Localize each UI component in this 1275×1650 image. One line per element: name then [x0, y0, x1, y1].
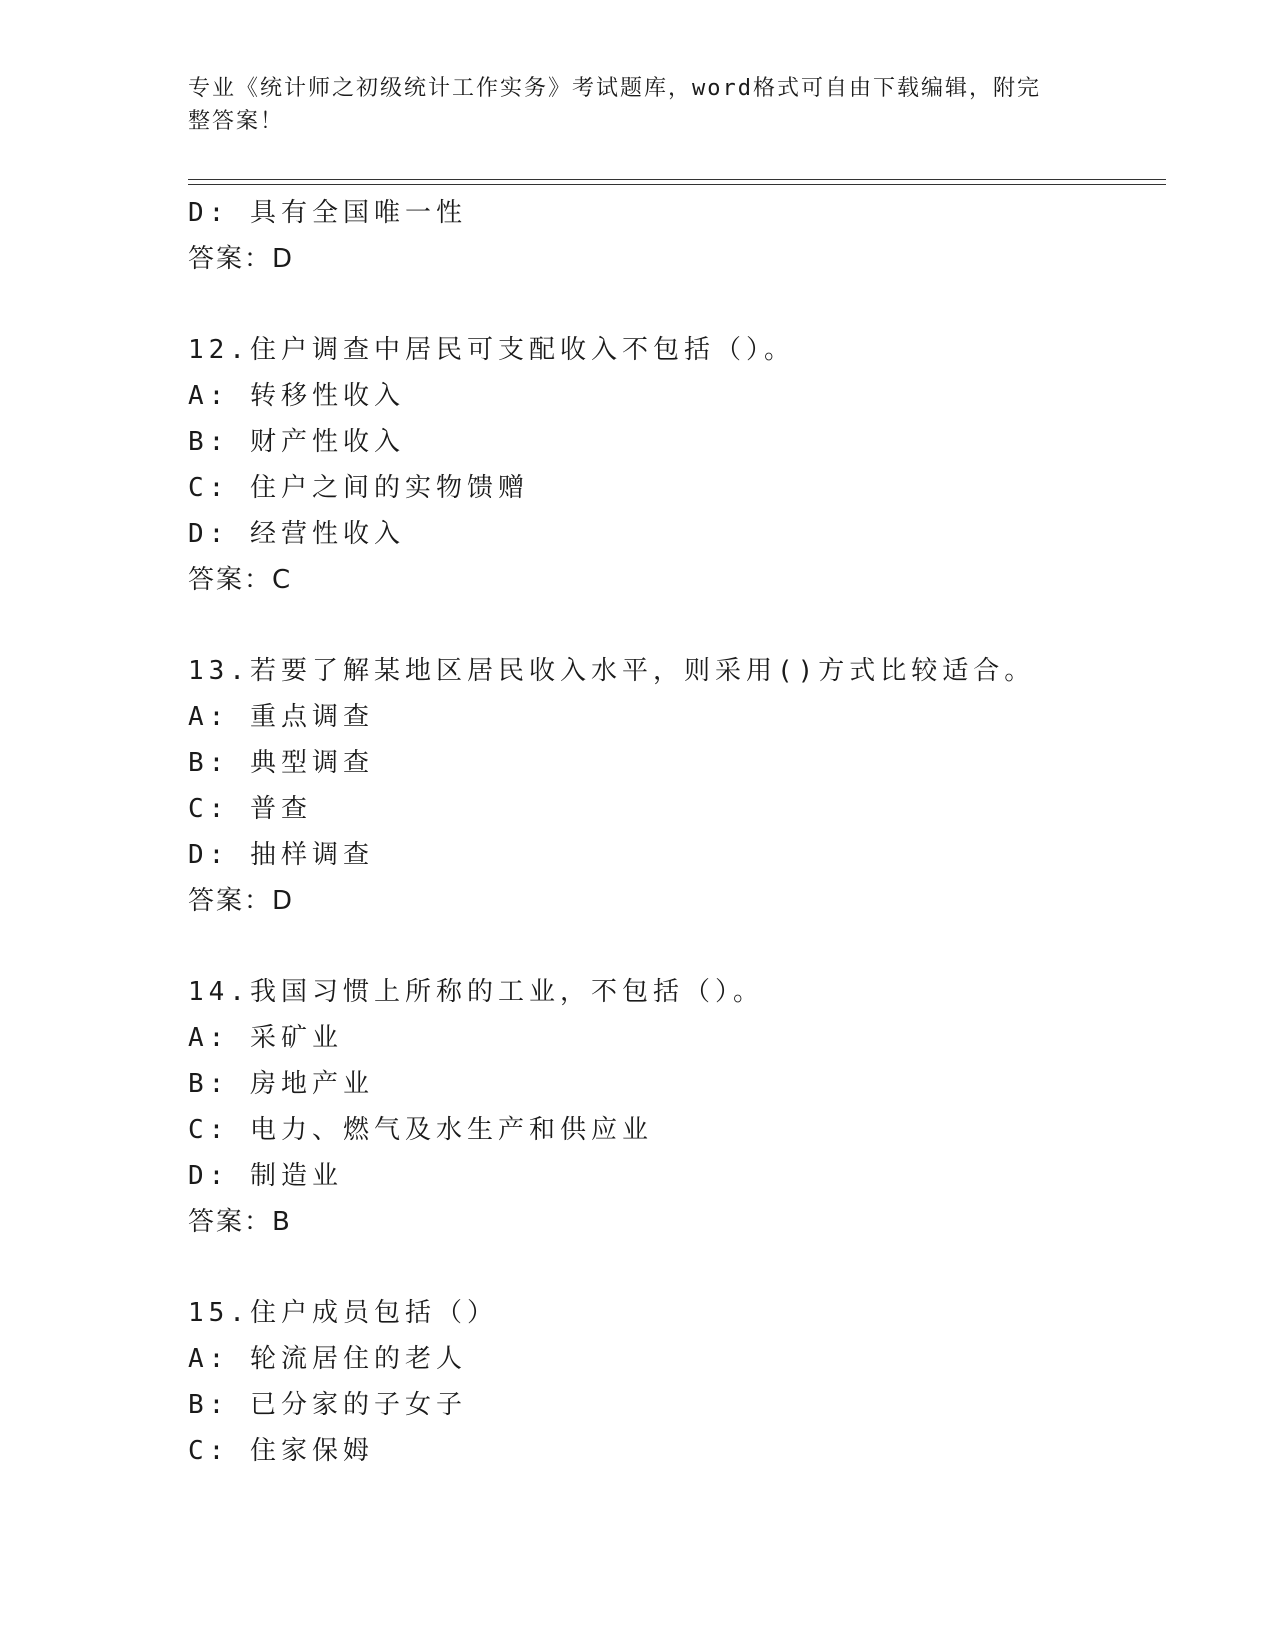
option-b: B: 财产性收入 — [188, 427, 405, 457]
option-c: C: 住家保姆 — [188, 1436, 374, 1466]
option-b: B: 已分家的子女子 — [188, 1390, 467, 1420]
spacer — [188, 1245, 1168, 1290]
question-14 — [188, 969, 1168, 1245]
option-a: A: 转移性收入 — [188, 381, 405, 411]
answer: 答案：D — [188, 886, 295, 916]
question-13 — [188, 648, 1168, 924]
option-c: C: 普查 — [188, 794, 312, 824]
header-title-line-2: 整答案！ — [188, 109, 285, 134]
option-b: B: 典型调查 — [188, 748, 374, 778]
option-a: A: 重点调查 — [188, 702, 374, 732]
question-15 — [188, 1290, 1168, 1474]
spacer — [188, 603, 1168, 648]
header-divider-bottom — [188, 184, 1166, 185]
question-stem: 14.我国习惯上所称的工业，不包括（）。 — [188, 977, 764, 1007]
answer: 答案：D — [188, 244, 295, 274]
header-title-line-1: 专业《统计师之初级统计工作实务》考试题库，word格式可自由下载编辑，附完 — [188, 76, 1041, 101]
option-d: D: 制造业 — [188, 1161, 343, 1191]
option-a: A: 采矿业 — [188, 1023, 343, 1053]
question-stem: 12.住户调查中居民可支配收入不包括（）。 — [188, 335, 795, 365]
document-header — [188, 72, 1068, 138]
spacer — [188, 282, 1168, 327]
spacer — [188, 924, 1168, 969]
option-d: D: 经营性收入 — [188, 519, 405, 549]
header-divider-top — [188, 179, 1166, 180]
option-a: A: 轮流居住的老人 — [188, 1344, 467, 1374]
question-12 — [188, 327, 1168, 603]
option-c: C: 住户之间的实物馈赠 — [188, 473, 529, 503]
option-b: B: 房地产业 — [188, 1069, 374, 1099]
option-c: C: 电力、燃气及水生产和供应业 — [188, 1115, 653, 1145]
question-stem: 15.住户成员包括（） — [188, 1298, 498, 1328]
option-d: D: 抽样调查 — [188, 840, 374, 870]
answer: 答案：B — [188, 1207, 292, 1237]
question-stem: 13.若要了解某地区居民收入水平，则采用()方式比较适合。 — [188, 656, 1036, 686]
question-list — [188, 190, 1168, 1474]
option-d: D: 具有全国唯一性 — [188, 198, 467, 228]
answer: 答案：C — [188, 565, 293, 595]
